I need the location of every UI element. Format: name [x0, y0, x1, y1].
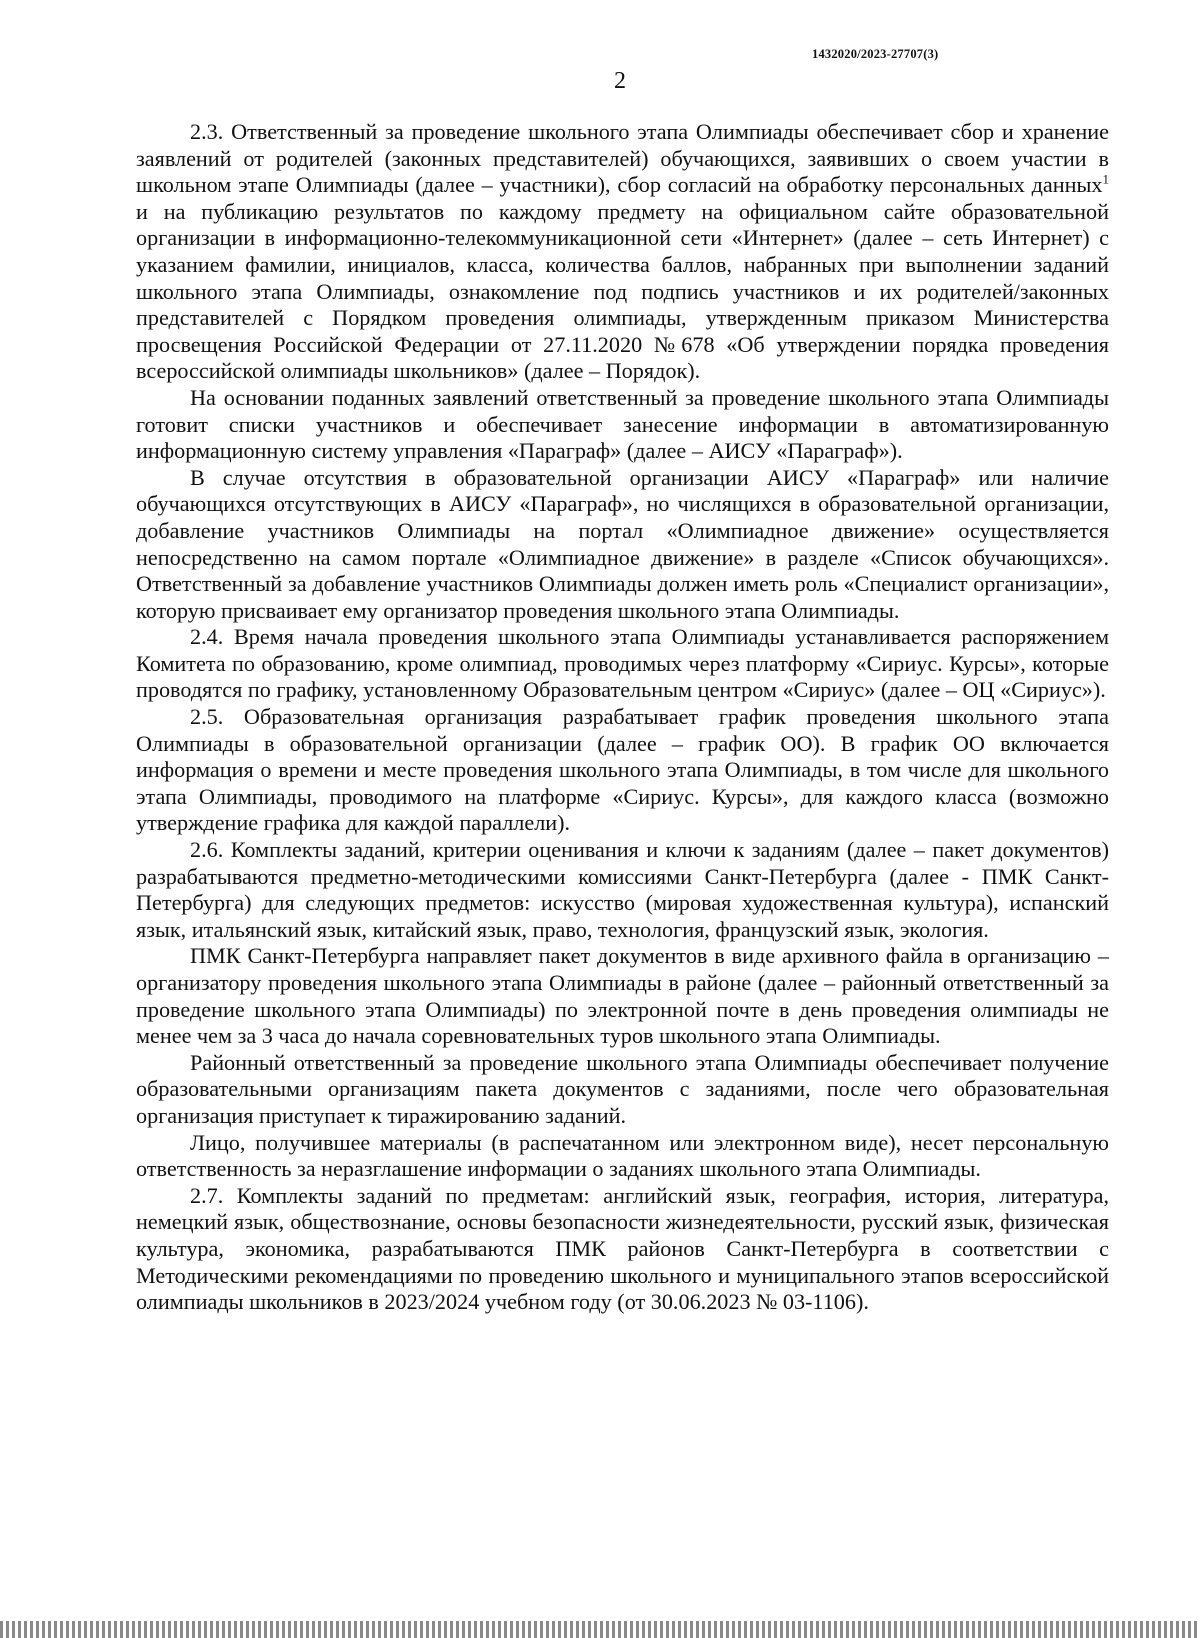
- paragraph-2-3-text-end: и на публикацию результатов по каждому предмету на официальном сайте образовательной организации в информационно-телекоммуникационной сети «Интернет» (далее – сеть Интернет) с указанием фамилии, инициалов, класса, количества баллов, набранных при выполнении заданий школьного этапа Олимпиады, ознакомление под подпись участников и их родителей/законных представителей с Порядком проведения олимпиады, утвержденным приказом Министерства просвещения Российской Федерации от 27.11.2020 №678 «Об утверждении порядка проведения всероссийской олимпиады школьников» (далее – Порядок).: [136, 198, 1109, 384]
- paragraph-2-4: 2.4. Время начала проведения школьного этапа Олимпиады устанавливается распоряжением Комитета по образованию, кроме олимпиад, проводимых через платформу «Сириус. Курсы», которые проводятся по графику, установленному Образовательным центром «Сириус» (далее – ОЦ «Сириус»).: [136, 624, 1109, 703]
- paragraph-2-3: [136, 119, 1109, 385]
- paragraph-participant-lists: На основании поданных заявлений ответственный за проведение школьного этапа Олимпиады готовит списки участников и обеспечивает занесение информации в автоматизированную информационную систему управления «Параграф» (далее – АИСУ «Параграф»).: [136, 384, 1109, 464]
- page-number: 2: [614, 68, 626, 94]
- document-registration-number: 1432020/2023-27707(3): [812, 47, 939, 61]
- paragraph-2-7: 2.7. Комплекты заданий по предметам: английский язык, география, история, литература, немецкий язык, обществознание, основы безопасности жизнедеятельности, русский язык, физическая культура, экономика, разрабатываются ПМК районов Санкт-Петербурга в соответствии с Методическими рекомендациями по проведению школьного и муниципального этапов всероссийской олимпиады школьников в 2023/2024 учебном году (от 30.06.2023 № 03-1106).: [136, 1182, 1109, 1315]
- scan-bottom-edge: [0, 1621, 1200, 1638]
- paragraph-document-package: ПМК Санкт-Петербурга направляет пакет документов в виде архивного файла в организацию – организатору проведения школьного этапа Олимпиады в районе (далее – районный ответственный за проведение школьного этапа Олимпиады) по электронной почте в день проведения олимпиады не менее чем за 3 часа до начала соревновательных туров школьного этапа Олимпиады.: [136, 943, 1109, 1049]
- paragraph-district-responsible: Районный ответственный за проведение школьного этапа Олимпиады обеспечивает получение образовательными организациям пакета документов с заданиями, после чего образовательная организация приступает к тиражированию заданий.: [136, 1049, 1109, 1128]
- footnote-marker: 1: [1102, 171, 1109, 187]
- paragraph-confidentiality: Лицо, получившее материалы (в распечатанном или электронном виде), несет персональную ответственность за неразглашение информации о заданиях школьного этапа Олимпиады.: [136, 1129, 1109, 1182]
- paragraph-2-6: 2.6. Комплекты заданий, критерии оценивания и ключи к заданиям (далее – пакет документов) разрабатываются предметно-методическими комиссиями Санкт-Петербурга (далее - ПМК Санкт-Петербурга) для следующих предметов: искусство (мировая художественная культура), испанский язык, итальянский язык, китайский язык, право, технология, французский язык, экология.: [136, 837, 1109, 942]
- paragraph-2-5: 2.5. Образовательная организация разрабатывает график проведения школьного этапа Олимпиады в образовательной организации (далее – график ОО). В график ОО включается информация о времени и месте проведения школьного этапа Олимпиады, в том числе для школьного этапа Олимпиады, проводимого на платформе «Сириус. Курсы», для каждого класса (возможно утверждение графика для каждой параллели).: [136, 704, 1109, 836]
- document-body: [136, 119, 1109, 1316]
- paragraph-2-3-text-start: 2.3. Ответственный за проведение школьного этапа Олимпиады обеспечивает сбор и хранение заявлений от родителей (законных представителей) обучающихся, заявивших о своем участии в школьном этапе Олимпиады (далее – участники), сбор согласий на обработку персональных данных: [136, 119, 1109, 198]
- paragraph-olympiad-portal: В случае отсутствия в образовательной организации АИСУ «Параграф» или наличие обучающихся отсутствующих в АИСУ «Параграф», но числящихся в образовательной организации, добавление участников Олимпиады на портал «Олимпиадное движение» осуществляется непосредственно на самом портале «Олимпиадное движение» в разделе «Список обучающихся». Ответственный за добавление участников Олимпиады должен иметь роль «Специалист организации», которую присваивает ему организатор проведения школьного этапа Олимпиады.: [136, 464, 1109, 623]
